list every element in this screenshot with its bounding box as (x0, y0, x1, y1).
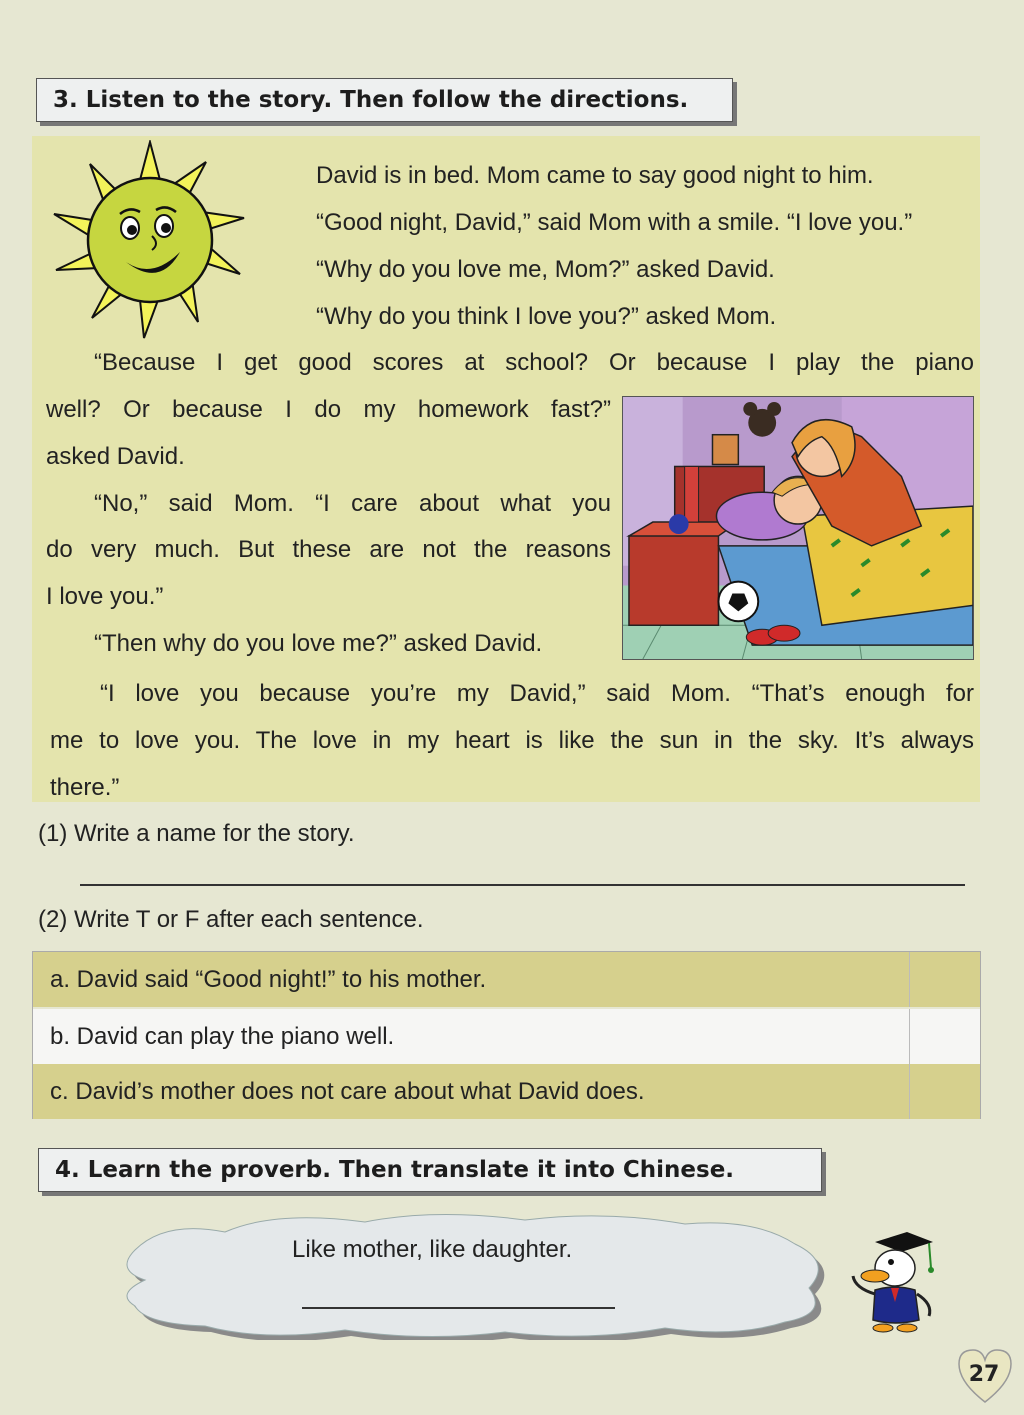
sun-illustration (48, 140, 253, 340)
story-paragraph-love-end: there.” (50, 774, 120, 801)
story-paragraph-because: “Because I get good scores at school? Or because I play the piano (94, 349, 974, 376)
tf-statement-a: a. David said “Good night!” to his mother. (33, 952, 910, 1007)
proverb-text: Like mother, like daughter. (292, 1236, 573, 1263)
story-line-4: “Why do you think I love you?” asked Mom. (316, 303, 777, 330)
story-line-3: “Why do you love me, Mom?” asked David. (316, 256, 775, 283)
tf-answer-cell-b[interactable] (910, 1009, 980, 1064)
tf-answer-cell-a[interactable] (910, 952, 980, 1007)
story-paragraph-no-cont: do very much. But these are not the reasons (46, 536, 611, 563)
section-3-heading-text: 3. Listen to the story. Then follow the directions. (53, 86, 689, 113)
question-2: (2) Write T or F after each sentence. (38, 906, 424, 933)
story-paragraph-no: “No,” said Mom. “I care about what you (94, 490, 611, 517)
duck-mascot-icon (845, 1228, 940, 1333)
bedtime-illustration (622, 396, 974, 660)
story-paragraph-then: “Then why do you love me?” asked David. (94, 630, 543, 657)
story-line-2: “Good night, David,” said Mom with a smile. “I love you.” (316, 209, 913, 236)
tf-answer-cell-c[interactable] (910, 1064, 980, 1119)
tf-statement-b: b. David can play the piano well. (33, 1009, 910, 1064)
story-paragraph-no-end: I love you.” (46, 583, 164, 610)
question-1: (1) Write a name for the story. (38, 820, 355, 847)
section-3-heading (36, 78, 733, 122)
story-paragraph-because-cont: well? Or because I do my homework fast?” (46, 396, 611, 423)
table-row (33, 1064, 980, 1119)
story-paragraph-love: “I love you because you’re my David,” said Mom. “That’s enough for (100, 680, 974, 707)
true-false-table (32, 951, 981, 1119)
story-line-1: David is in bed. Mom came to say good night to him. (316, 162, 874, 189)
section-4-heading-text: 4. Learn the proverb. Then translate it into Chinese. (55, 1156, 735, 1183)
page-number: 27 (968, 1362, 1000, 1387)
tf-statement-c: c. David’s mother does not care about what David does. (33, 1064, 910, 1119)
story-name-answer-line[interactable] (80, 884, 965, 886)
page-number-badge (955, 1346, 1015, 1404)
section-4-heading (38, 1148, 822, 1192)
table-row (33, 1009, 980, 1064)
translation-answer-line[interactable] (302, 1307, 615, 1309)
table-row (33, 952, 980, 1007)
story-paragraph-love-cont: me to love you. The love in my heart is like the sun in the sky. It’s always (50, 727, 974, 754)
cloud-bubble (105, 1210, 835, 1340)
story-paragraph-because-end: asked David. (46, 443, 185, 470)
